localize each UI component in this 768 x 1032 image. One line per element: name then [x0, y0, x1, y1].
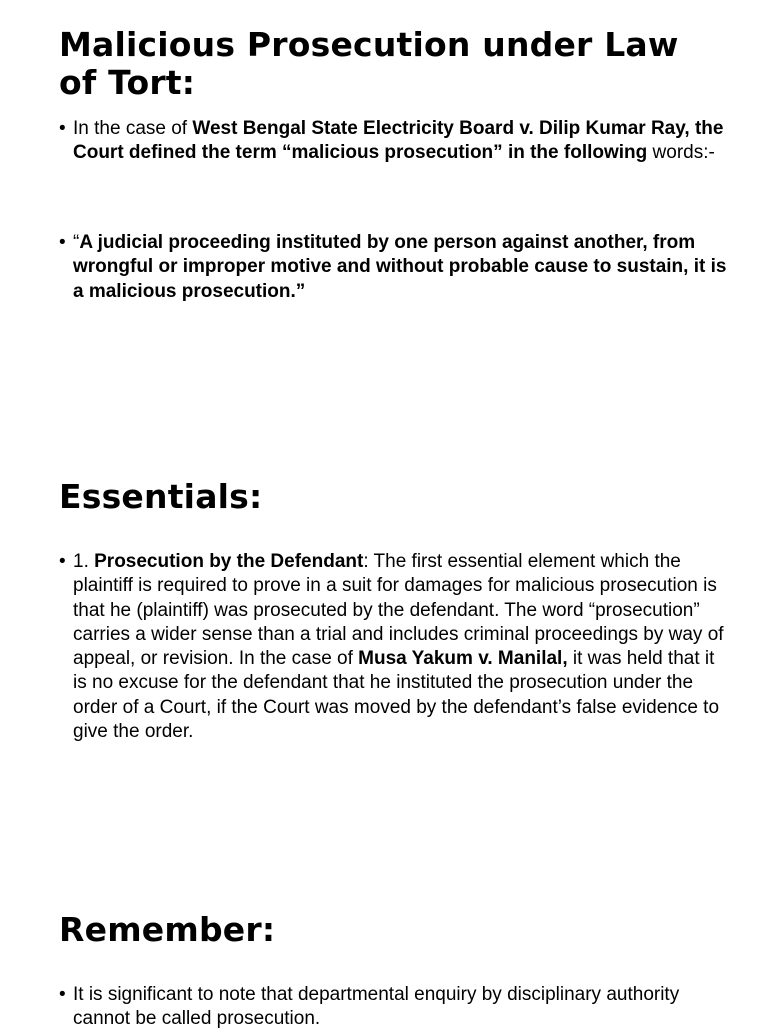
- section-heading-malicious-prosecution: Malicious Prosecution under Law of Tort:: [59, 25, 679, 102]
- essential-title-bold: Prosecution by the Defendant: [94, 551, 364, 572]
- bullet-text: 1.: [73, 551, 95, 572]
- bullet-essential-prosecution: [59, 550, 733, 744]
- section-heading-essentials: Essentials:: [59, 477, 263, 516]
- quote-bold: A judicial proceeding instituted by one person against another, from wrongful or improper motive and without probable cause to sustain, it is a malicious prosecution.”: [73, 232, 727, 302]
- bullet-text: : The first essential element which the plaintiff is required to prove in a suit for damages for malicious prosecution is that he (plaintiff) was prosecuted by the defendant. The word “prosecution” carries a wider sense than a trial and includes criminal proceedings by way of appeal, or revision. In the case of: [73, 551, 724, 670]
- bullet-definition-quote: [59, 231, 733, 304]
- bullet-text: It is significant to note that departmental enquiry by disciplinary authority cannot be called prosecution.: [73, 984, 680, 1030]
- section-heading-remember: Remember:: [59, 910, 276, 949]
- bullet-icon: •: [59, 551, 66, 572]
- bullet-case-definition: [59, 117, 733, 166]
- bullet-text: “: [73, 232, 80, 253]
- bullet-icon: •: [59, 232, 66, 253]
- case-name-bold: West Bengal State Electricity Board v. Dilip Kumar Ray, the Court defined the term “malicious prosecution” in the following: [73, 118, 724, 164]
- bullet-text: it was held that it is no excuse for the defendant that he instituted the prosecution under the order of a Court, if the Court was moved by the defendant’s false evidence to give the order.: [73, 648, 720, 743]
- bullet-text: words:-: [647, 142, 715, 164]
- bullet-icon: •: [59, 984, 66, 1005]
- bullet-remember-note: [59, 983, 733, 1032]
- case-name-bold: Musa Yakum v. Manilal,: [358, 648, 568, 670]
- bullet-text: In the case of: [73, 118, 193, 139]
- bullet-icon: •: [59, 118, 66, 139]
